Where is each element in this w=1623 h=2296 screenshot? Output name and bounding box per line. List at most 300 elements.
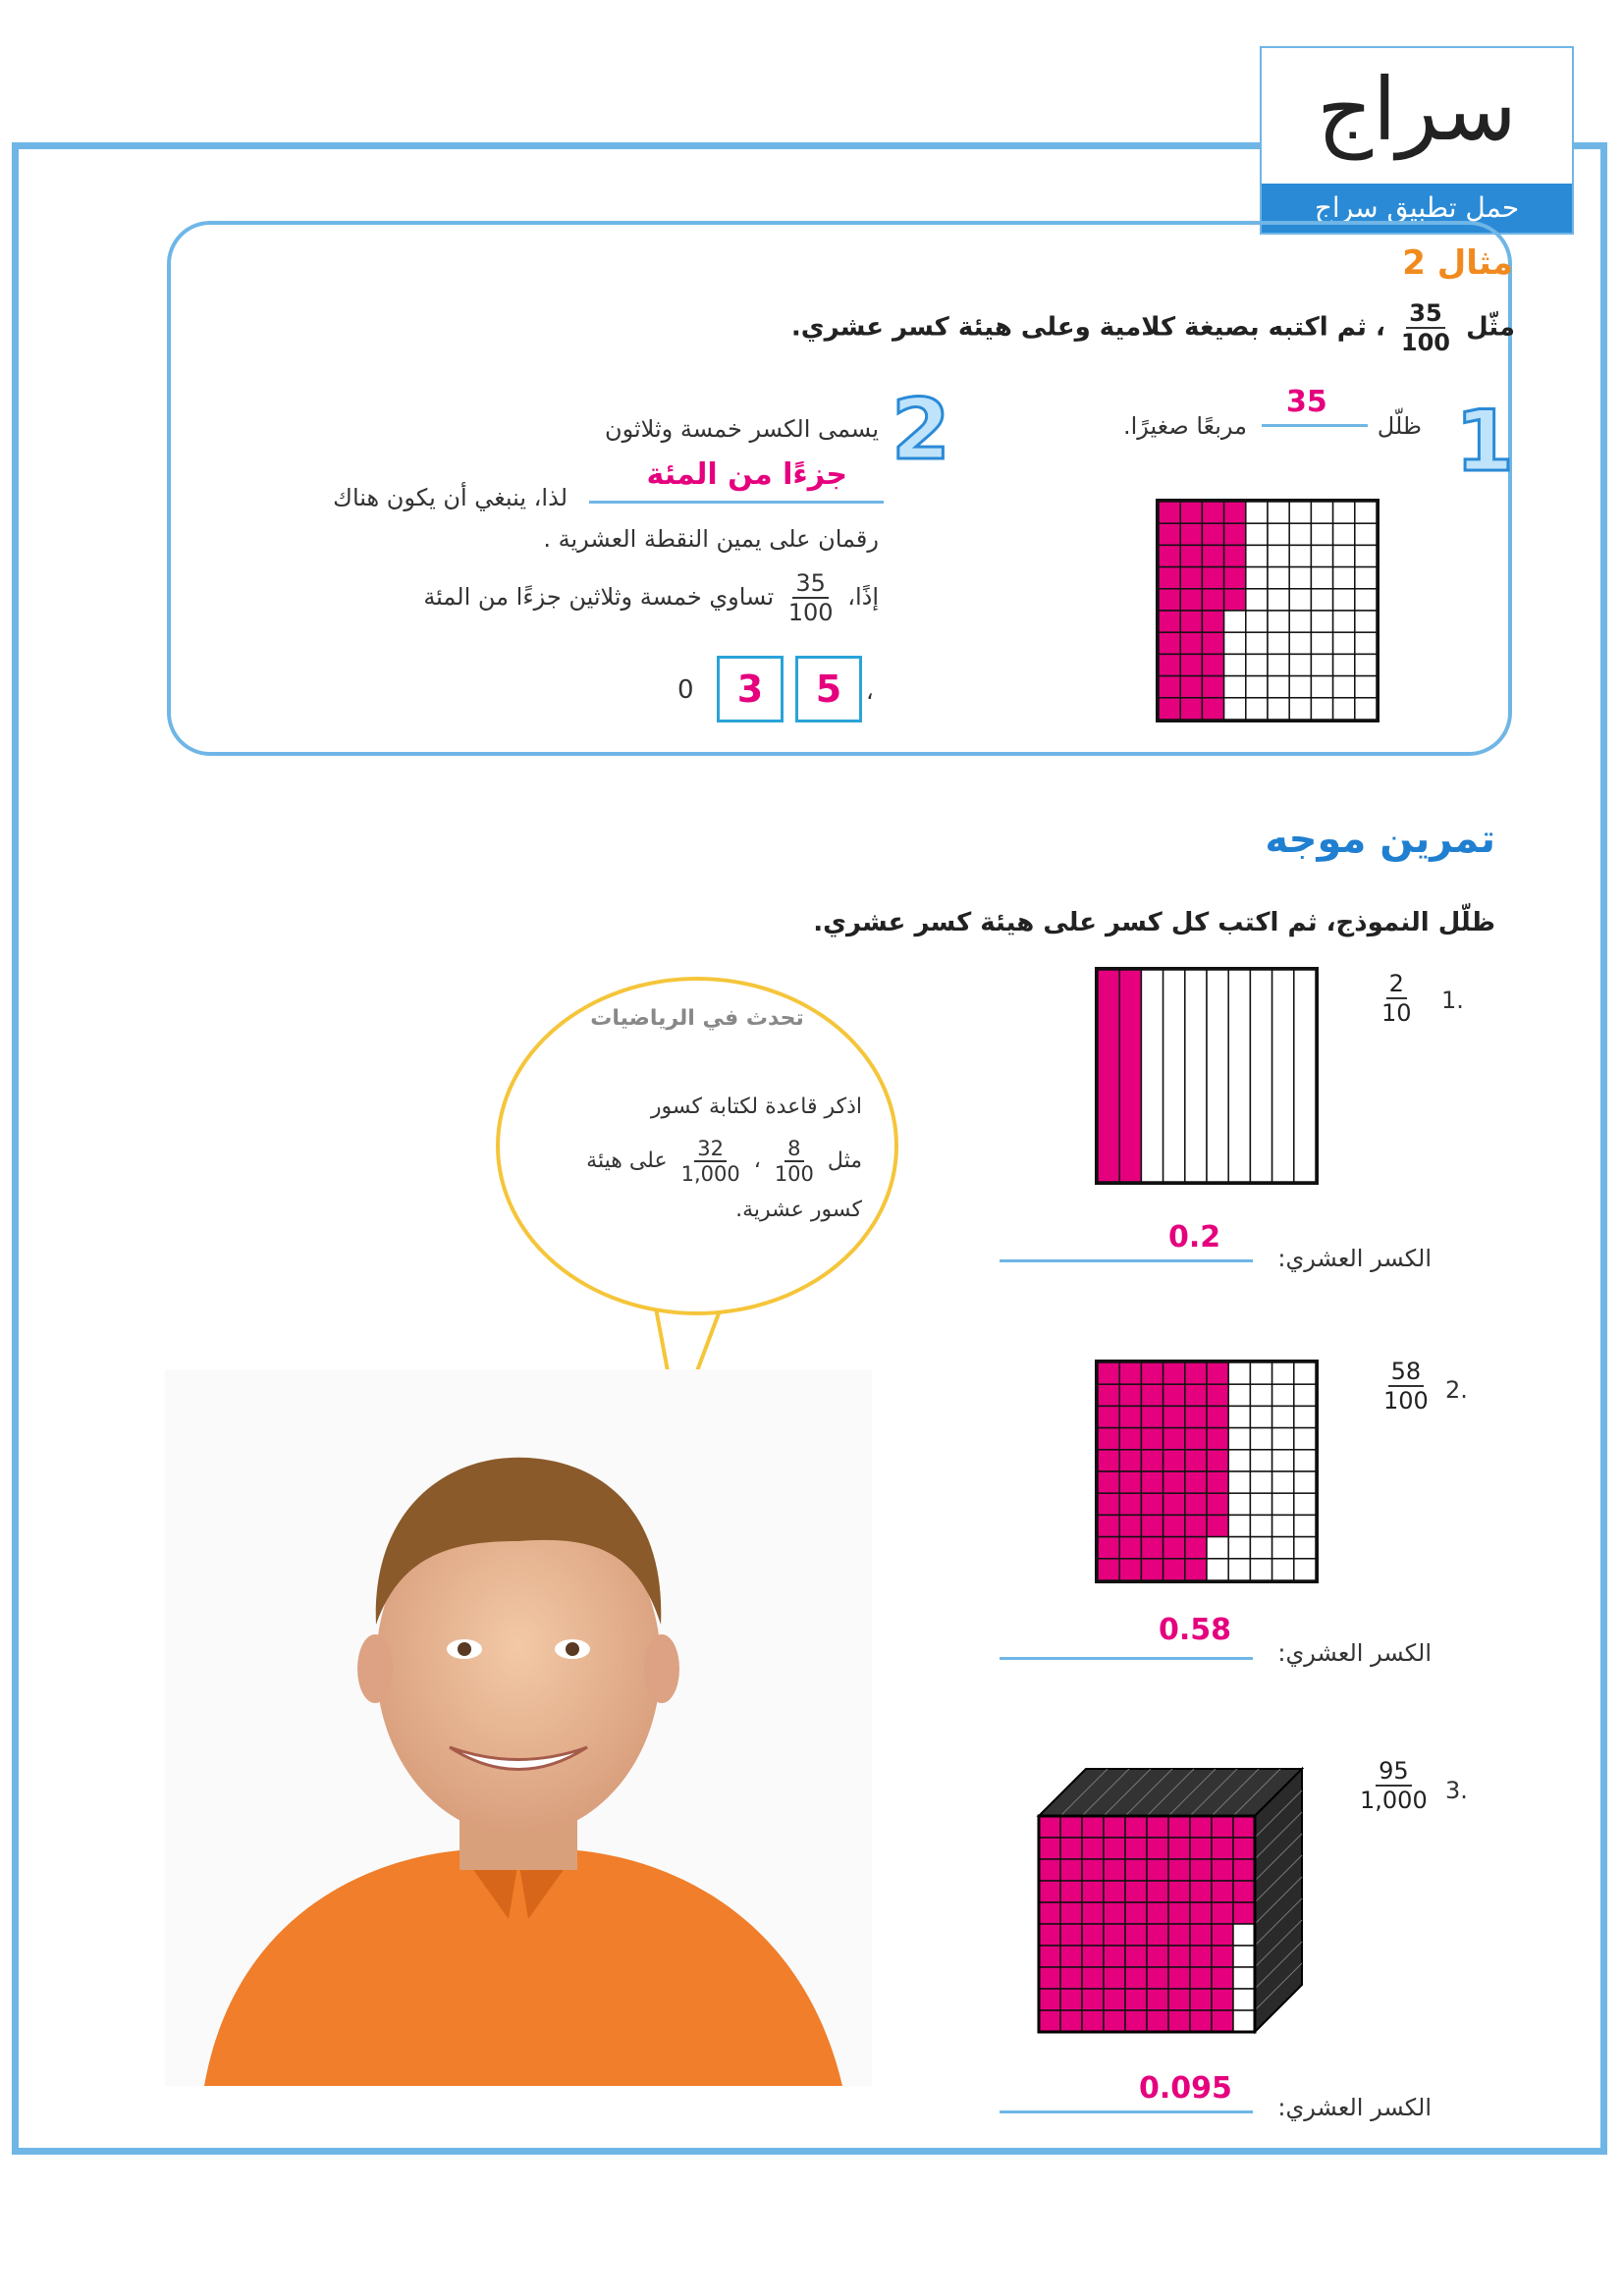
shaded-cube bbox=[1060, 1881, 1082, 1902]
shaded-cube bbox=[1039, 1924, 1060, 1946]
empty-square bbox=[1294, 1537, 1316, 1559]
empty-square bbox=[1268, 632, 1289, 654]
item1-decimal-label: الكسر العشري: bbox=[1277, 1245, 1432, 1272]
shaded-cube bbox=[1212, 2010, 1233, 2032]
empty-square bbox=[1224, 698, 1246, 720]
item1-answer-line bbox=[1000, 1259, 1253, 1262]
shaded-cube bbox=[1190, 1946, 1212, 1967]
shaded-square bbox=[1180, 698, 1202, 720]
empty-tenth bbox=[1141, 970, 1163, 1182]
empty-square bbox=[1311, 567, 1332, 589]
shaded-cube bbox=[1190, 1838, 1212, 1859]
shaded-cube bbox=[1233, 1859, 1255, 1881]
shaded-square bbox=[1098, 1450, 1119, 1471]
step1-post: مربعًا صغيرًا. bbox=[1122, 412, 1247, 440]
shaded-cube bbox=[1060, 1989, 1082, 2010]
shaded-cube bbox=[1212, 1816, 1233, 1838]
empty-square bbox=[1355, 545, 1377, 566]
empty-square bbox=[1355, 589, 1377, 611]
empty-square bbox=[1355, 632, 1377, 654]
shaded-cube bbox=[1125, 1881, 1147, 1902]
shaded-square bbox=[1141, 1362, 1163, 1384]
item3-fraction: $\frac{95}{1,000}$ bbox=[1360, 1757, 1428, 1814]
shaded-cube bbox=[1147, 1816, 1168, 1838]
shaded-square bbox=[1185, 1428, 1207, 1450]
thousand-cube-svg bbox=[1031, 1762, 1306, 2042]
empty-square bbox=[1355, 611, 1377, 632]
shaded-square bbox=[1159, 523, 1180, 545]
shaded-cube bbox=[1104, 1989, 1125, 2010]
item2-decimal-label: الكسر العشري: bbox=[1277, 1639, 1432, 1667]
empty-square bbox=[1294, 1515, 1316, 1536]
empty-square bbox=[1224, 632, 1246, 654]
shaded-square bbox=[1163, 1406, 1185, 1427]
shaded-cube bbox=[1039, 1838, 1060, 1859]
item2-index: 2. bbox=[1445, 1376, 1468, 1404]
item3-thousand-cube[interactable] bbox=[1031, 1762, 1306, 2046]
empty-square bbox=[1355, 698, 1377, 720]
step2-line4 bbox=[423, 569, 879, 626]
empty-square bbox=[1224, 654, 1246, 675]
empty-square bbox=[1246, 545, 1268, 566]
empty-square bbox=[1294, 1493, 1316, 1515]
shaded-square bbox=[1202, 523, 1223, 545]
empty-square bbox=[1289, 611, 1311, 632]
shaded-square bbox=[1098, 1428, 1119, 1450]
empty-square bbox=[1207, 1559, 1228, 1580]
empty-square bbox=[1272, 1384, 1294, 1406]
shaded-cube bbox=[1082, 1816, 1104, 1838]
empty-square bbox=[1333, 567, 1355, 589]
empty-square bbox=[1311, 676, 1332, 698]
shaded-cube bbox=[1082, 1902, 1104, 1924]
shaded-square bbox=[1185, 1384, 1207, 1406]
shaded-cube bbox=[1168, 1989, 1190, 2010]
empty-cube bbox=[1233, 1989, 1255, 2010]
empty-square bbox=[1333, 523, 1355, 545]
shaded-square bbox=[1098, 1537, 1119, 1559]
shaded-square bbox=[1159, 698, 1180, 720]
prompt-pre: مثّل bbox=[1466, 312, 1515, 343]
shaded-cube bbox=[1104, 2010, 1125, 2032]
shaded-cube bbox=[1039, 1989, 1060, 2010]
shaded-square bbox=[1119, 1537, 1141, 1559]
shaded-square bbox=[1141, 1450, 1163, 1471]
shaded-square bbox=[1159, 502, 1180, 523]
empty-square bbox=[1250, 1362, 1271, 1384]
shaded-cube bbox=[1147, 1902, 1168, 1924]
shaded-cube bbox=[1168, 1816, 1190, 1838]
shaded-cube bbox=[1082, 1946, 1104, 1967]
empty-cube bbox=[1233, 1924, 1255, 1946]
empty-square bbox=[1228, 1406, 1250, 1427]
empty-square bbox=[1289, 589, 1311, 611]
shaded-cube bbox=[1060, 1859, 1082, 1881]
shaded-cube bbox=[1212, 1838, 1233, 1859]
digit-box-tenths[interactable]: 3 bbox=[717, 656, 784, 722]
siraj-logo[interactable] bbox=[1260, 46, 1574, 235]
empty-square bbox=[1228, 1493, 1250, 1515]
shaded-square bbox=[1141, 1559, 1163, 1580]
empty-square bbox=[1311, 632, 1332, 654]
shaded-square bbox=[1163, 1428, 1185, 1450]
shaded-square bbox=[1163, 1493, 1185, 1515]
shaded-square bbox=[1119, 1493, 1141, 1515]
shaded-square bbox=[1119, 1406, 1141, 1427]
empty-square bbox=[1289, 545, 1311, 566]
empty-square bbox=[1294, 1406, 1316, 1427]
shaded-square bbox=[1185, 1559, 1207, 1580]
shaded-square bbox=[1163, 1559, 1185, 1580]
empty-tenth bbox=[1207, 970, 1228, 1182]
shaded-cube bbox=[1060, 2010, 1082, 2032]
empty-square bbox=[1246, 567, 1268, 589]
shaded-cube bbox=[1082, 1881, 1104, 1902]
empty-square bbox=[1224, 676, 1246, 698]
empty-square bbox=[1333, 676, 1355, 698]
shaded-square bbox=[1119, 1428, 1141, 1450]
shaded-square bbox=[1207, 1471, 1228, 1493]
item3-answer-line bbox=[1000, 2110, 1253, 2113]
empty-square bbox=[1294, 1384, 1316, 1406]
shaded-square bbox=[1185, 1537, 1207, 1559]
shaded-square bbox=[1202, 611, 1223, 632]
empty-square bbox=[1311, 611, 1332, 632]
shaded-square bbox=[1098, 1515, 1119, 1536]
shaded-square bbox=[1119, 1515, 1141, 1536]
shaded-square bbox=[1141, 1406, 1163, 1427]
empty-tenth bbox=[1272, 970, 1294, 1182]
shaded-cube bbox=[1125, 1967, 1147, 1989]
shaded-cube bbox=[1039, 1881, 1060, 1902]
shaded-cube bbox=[1168, 1859, 1190, 1881]
empty-square bbox=[1333, 611, 1355, 632]
empty-square bbox=[1289, 523, 1311, 545]
empty-square bbox=[1246, 502, 1268, 523]
logo-subtitle: حمل تطبيق سراج bbox=[1262, 184, 1572, 233]
shaded-square bbox=[1202, 589, 1223, 611]
boy-photo bbox=[165, 1369, 872, 2086]
digit-comma: ، bbox=[866, 677, 874, 705]
item2-hundred-grid[interactable] bbox=[1095, 1360, 1319, 1587]
empty-square bbox=[1250, 1450, 1271, 1471]
step2-line2: لذا، ينبغي أن يكون هناك bbox=[333, 484, 568, 511]
step1-pre: ظلّل bbox=[1377, 412, 1422, 440]
empty-square bbox=[1311, 654, 1332, 675]
empty-square bbox=[1289, 502, 1311, 523]
empty-square bbox=[1355, 676, 1377, 698]
shaded-square bbox=[1098, 1406, 1119, 1427]
empty-square bbox=[1333, 589, 1355, 611]
step1-hundred-grid[interactable] bbox=[1156, 499, 1380, 726]
shaded-cube bbox=[1168, 1838, 1190, 1859]
step2-answer: جزءًا من المئة bbox=[646, 457, 847, 492]
empty-square bbox=[1207, 1537, 1228, 1559]
shaded-square bbox=[1185, 1493, 1207, 1515]
step2-line4-fraction: $\frac{35}{100}$ bbox=[787, 569, 834, 626]
shaded-cube bbox=[1104, 1816, 1125, 1838]
shaded-square bbox=[1141, 1428, 1163, 1450]
step1-number: 1 bbox=[1455, 393, 1514, 491]
empty-square bbox=[1294, 1559, 1316, 1580]
empty-square bbox=[1289, 567, 1311, 589]
shaded-square bbox=[1119, 1559, 1141, 1580]
practice-heading: تمرين موجه bbox=[1265, 817, 1495, 862]
shaded-square bbox=[1159, 589, 1180, 611]
item1-answer[interactable]: 0.2 bbox=[1168, 1220, 1221, 1255]
shaded-square bbox=[1202, 676, 1223, 698]
empty-square bbox=[1250, 1559, 1271, 1580]
shaded-tenth bbox=[1119, 970, 1141, 1182]
shaded-square bbox=[1202, 654, 1223, 675]
empty-square bbox=[1294, 1428, 1316, 1450]
empty-square bbox=[1268, 502, 1289, 523]
shaded-cube bbox=[1147, 1838, 1168, 1859]
shaded-square bbox=[1185, 1450, 1207, 1471]
empty-square bbox=[1228, 1450, 1250, 1471]
empty-square bbox=[1289, 698, 1311, 720]
empty-square bbox=[1246, 632, 1268, 654]
shaded-cube bbox=[1233, 1881, 1255, 1902]
empty-tenth bbox=[1228, 970, 1250, 1182]
shaded-square bbox=[1163, 1362, 1185, 1384]
empty-square bbox=[1246, 698, 1268, 720]
shaded-square bbox=[1141, 1471, 1163, 1493]
shaded-square bbox=[1163, 1450, 1185, 1471]
shaded-cube bbox=[1125, 1816, 1147, 1838]
empty-square bbox=[1294, 1471, 1316, 1493]
shaded-cube bbox=[1168, 1902, 1190, 1924]
shaded-square bbox=[1159, 632, 1180, 654]
shaded-square bbox=[1141, 1537, 1163, 1559]
empty-square bbox=[1268, 545, 1289, 566]
empty-square bbox=[1224, 611, 1246, 632]
shaded-cube bbox=[1039, 1859, 1060, 1881]
item1-index: 1. bbox=[1441, 987, 1464, 1014]
empty-square bbox=[1272, 1537, 1294, 1559]
shaded-square bbox=[1180, 676, 1202, 698]
empty-square bbox=[1250, 1406, 1271, 1427]
shaded-cube bbox=[1212, 1859, 1233, 1881]
shaded-cube bbox=[1168, 2010, 1190, 2032]
example-heading: مثال 2 bbox=[1402, 243, 1513, 283]
shaded-square bbox=[1098, 1493, 1119, 1515]
empty-square bbox=[1294, 1362, 1316, 1384]
empty-square bbox=[1311, 523, 1332, 545]
boy-illustration bbox=[165, 1369, 872, 2086]
empty-cube bbox=[1233, 1946, 1255, 1967]
shaded-cube bbox=[1082, 1838, 1104, 1859]
shaded-cube bbox=[1147, 1946, 1168, 1967]
shaded-cube bbox=[1039, 2010, 1060, 2032]
empty-square bbox=[1289, 654, 1311, 675]
shaded-square bbox=[1163, 1471, 1185, 1493]
shaded-square bbox=[1119, 1384, 1141, 1406]
shaded-square bbox=[1202, 632, 1223, 654]
shaded-square bbox=[1159, 676, 1180, 698]
shaded-square bbox=[1180, 502, 1202, 523]
shaded-square bbox=[1098, 1384, 1119, 1406]
shaded-cube bbox=[1082, 1989, 1104, 2010]
empty-square bbox=[1250, 1471, 1271, 1493]
step2-line1: يسمى الكسر خمسة وثلاثون bbox=[604, 415, 879, 443]
empty-square bbox=[1333, 654, 1355, 675]
empty-tenth bbox=[1185, 970, 1207, 1182]
shaded-cube bbox=[1060, 1838, 1082, 1859]
bubble-line1: اذكر قاعدة لكتابة كسور bbox=[650, 1095, 862, 1119]
shaded-square bbox=[1119, 1471, 1141, 1493]
empty-square bbox=[1228, 1559, 1250, 1580]
empty-square bbox=[1272, 1362, 1294, 1384]
shaded-square bbox=[1180, 611, 1202, 632]
shaded-cube bbox=[1147, 2010, 1168, 2032]
shaded-cube bbox=[1039, 1816, 1060, 1838]
shaded-cube bbox=[1190, 1902, 1212, 1924]
empty-square bbox=[1272, 1493, 1294, 1515]
empty-square bbox=[1228, 1362, 1250, 1384]
bubble-title: تحدث في الرياضيات bbox=[590, 1006, 804, 1031]
empty-square bbox=[1268, 654, 1289, 675]
shaded-cube bbox=[1104, 1902, 1125, 1924]
empty-square bbox=[1355, 502, 1377, 523]
shaded-square bbox=[1207, 1428, 1228, 1450]
tenths-model-svg bbox=[1095, 967, 1319, 1185]
item3-index: 3. bbox=[1445, 1777, 1468, 1804]
step2-line4-post: تساوي خمسة وثلاثين جزءًا من المئة bbox=[423, 583, 775, 611]
shaded-square bbox=[1180, 523, 1202, 545]
empty-square bbox=[1333, 698, 1355, 720]
shaded-square bbox=[1180, 654, 1202, 675]
empty-square bbox=[1246, 611, 1268, 632]
shaded-cube bbox=[1104, 1859, 1125, 1881]
step2-line4-pre: إذًا، bbox=[847, 583, 879, 611]
shaded-square bbox=[1180, 545, 1202, 566]
empty-square bbox=[1246, 676, 1268, 698]
shaded-cube bbox=[1212, 1946, 1233, 1967]
shaded-square bbox=[1141, 1493, 1163, 1515]
empty-square bbox=[1246, 589, 1268, 611]
digit-box-hundredths[interactable]: 5 bbox=[795, 656, 862, 722]
shaded-cube bbox=[1190, 1967, 1212, 1989]
shaded-cube bbox=[1104, 1881, 1125, 1902]
shaded-tenth bbox=[1098, 970, 1119, 1182]
shaded-cube bbox=[1125, 1989, 1147, 2010]
empty-square bbox=[1268, 523, 1289, 545]
empty-tenth bbox=[1163, 970, 1185, 1182]
bubble-line2: مثل $\frac{8}{100}$ ، $\frac{32}{1,000}$ على هيئة bbox=[586, 1137, 862, 1186]
empty-square bbox=[1333, 632, 1355, 654]
empty-square bbox=[1250, 1493, 1271, 1515]
empty-square bbox=[1294, 1450, 1316, 1471]
shaded-cube bbox=[1147, 1881, 1168, 1902]
empty-square bbox=[1268, 611, 1289, 632]
shaded-square bbox=[1185, 1471, 1207, 1493]
empty-square bbox=[1272, 1450, 1294, 1471]
empty-square bbox=[1311, 545, 1332, 566]
item2-answer-line bbox=[1000, 1657, 1253, 1660]
empty-cube bbox=[1233, 2010, 1255, 2032]
shaded-square bbox=[1224, 502, 1246, 523]
shaded-square bbox=[1224, 589, 1246, 611]
digit-zero: 0 bbox=[677, 675, 694, 705]
shaded-cube bbox=[1190, 2010, 1212, 2032]
empty-square bbox=[1272, 1406, 1294, 1427]
shaded-square bbox=[1098, 1362, 1119, 1384]
empty-square bbox=[1250, 1428, 1271, 1450]
shaded-cube bbox=[1104, 1924, 1125, 1946]
item2-answer[interactable]: 0.58 bbox=[1159, 1613, 1232, 1647]
shaded-square bbox=[1180, 567, 1202, 589]
shaded-cube bbox=[1125, 1946, 1147, 1967]
empty-square bbox=[1289, 632, 1311, 654]
shaded-cube bbox=[1190, 1989, 1212, 2010]
practice-instructions: ظلّل النموذج، ثم اكتب كل كسر على هيئة كسر عشري. bbox=[813, 908, 1495, 937]
shaded-square bbox=[1141, 1384, 1163, 1406]
shaded-cube bbox=[1039, 1946, 1060, 1967]
step1-answer: 35 bbox=[1286, 385, 1327, 419]
shaded-cube bbox=[1190, 1816, 1212, 1838]
shaded-cube bbox=[1104, 1946, 1125, 1967]
shaded-square bbox=[1207, 1384, 1228, 1406]
shaded-cube bbox=[1104, 1967, 1125, 1989]
empty-square bbox=[1228, 1537, 1250, 1559]
empty-square bbox=[1272, 1471, 1294, 1493]
shaded-cube bbox=[1125, 1859, 1147, 1881]
shaded-cube bbox=[1147, 1989, 1168, 2010]
shaded-cube bbox=[1147, 1859, 1168, 1881]
shaded-square bbox=[1159, 545, 1180, 566]
empty-square bbox=[1228, 1471, 1250, 1493]
shaded-cube bbox=[1104, 1838, 1125, 1859]
step2-number: 2 bbox=[892, 381, 950, 479]
empty-square bbox=[1289, 676, 1311, 698]
empty-square bbox=[1268, 676, 1289, 698]
empty-square bbox=[1355, 567, 1377, 589]
shaded-cube bbox=[1125, 1838, 1147, 1859]
item1-fraction: $\frac{2}{10}$ bbox=[1381, 970, 1412, 1027]
empty-square bbox=[1311, 698, 1332, 720]
shaded-square bbox=[1180, 589, 1202, 611]
example-prompt bbox=[791, 299, 1515, 356]
shaded-square bbox=[1207, 1450, 1228, 1471]
shaded-cube bbox=[1060, 1816, 1082, 1838]
logo-title: سراج bbox=[1317, 59, 1517, 160]
item3-answer[interactable]: 0.095 bbox=[1139, 2071, 1232, 2106]
empty-tenth bbox=[1250, 970, 1271, 1182]
empty-square bbox=[1246, 654, 1268, 675]
empty-square bbox=[1311, 502, 1332, 523]
item1-tenths-model[interactable] bbox=[1095, 967, 1319, 1189]
step2-answer-line bbox=[589, 501, 884, 504]
empty-square bbox=[1246, 523, 1268, 545]
shaded-square bbox=[1159, 654, 1180, 675]
shaded-cube bbox=[1082, 1967, 1104, 1989]
shaded-square bbox=[1202, 698, 1223, 720]
shaded-square bbox=[1185, 1406, 1207, 1427]
shaded-cube bbox=[1060, 1924, 1082, 1946]
empty-square bbox=[1355, 523, 1377, 545]
shaded-cube bbox=[1125, 1924, 1147, 1946]
shaded-cube bbox=[1082, 1924, 1104, 1946]
shaded-cube bbox=[1168, 1967, 1190, 1989]
shaded-square bbox=[1224, 567, 1246, 589]
hundred-grid-svg bbox=[1156, 499, 1380, 722]
shaded-square bbox=[1159, 611, 1180, 632]
empty-square bbox=[1333, 545, 1355, 566]
hundred-grid-svg bbox=[1095, 1360, 1319, 1583]
empty-square bbox=[1228, 1384, 1250, 1406]
empty-square bbox=[1250, 1515, 1271, 1536]
